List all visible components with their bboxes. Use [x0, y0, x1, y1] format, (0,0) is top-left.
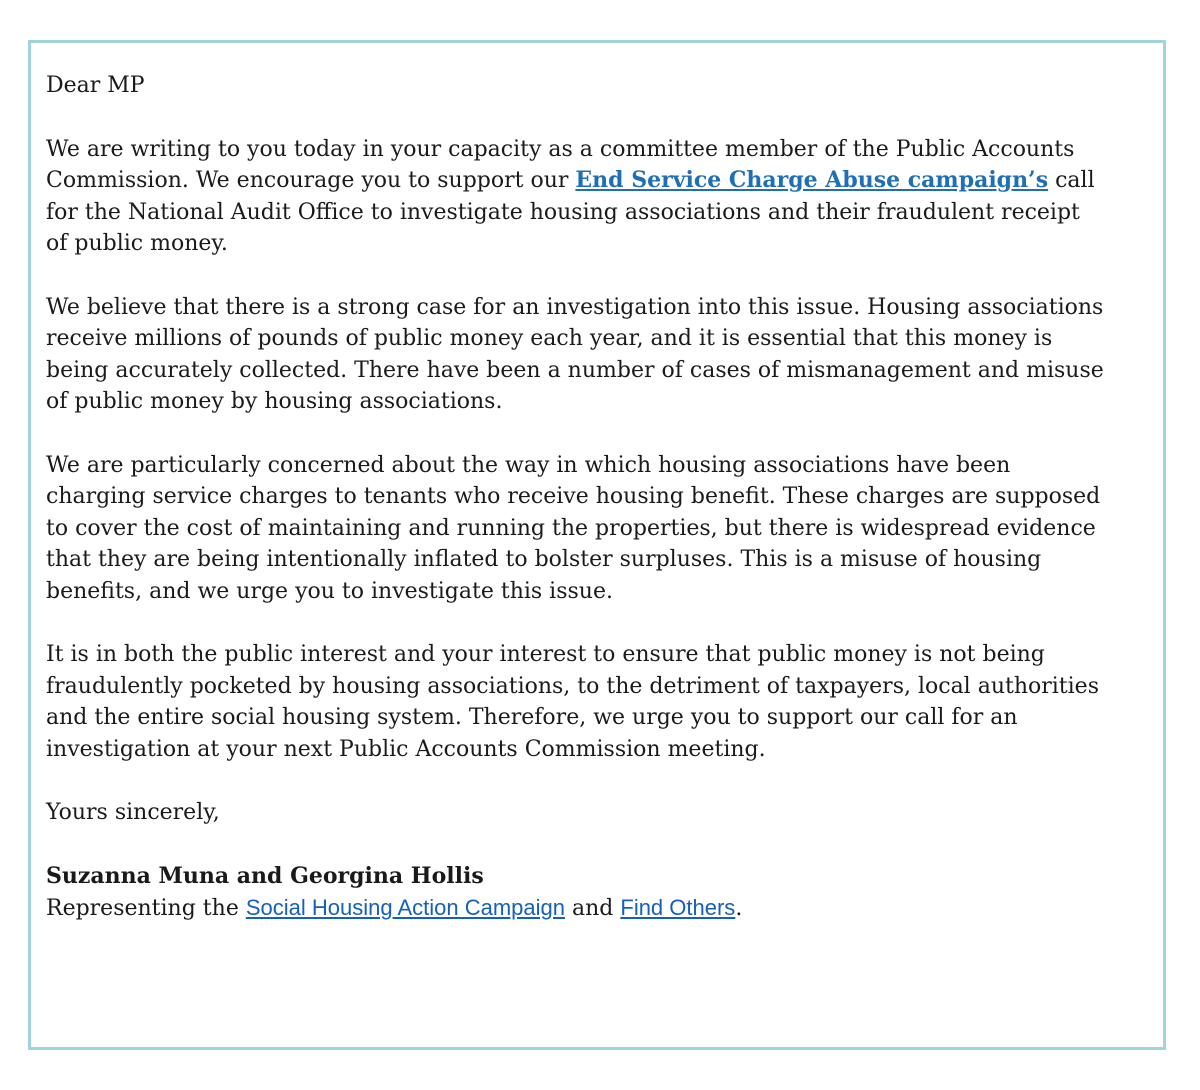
paragraph-interest: It is in both the public interest and your interest to ensure that public money is not being fraudulently pocketed by housing associations, to the detriment of taxpayers, local authorities and the entire social housing system. Therefore, we urge you to support our call for an investigation at your next Public Accounts Commission meeting.: [46, 642, 1099, 762]
paragraph-intro-text-before: We are writing to you today in your capacity as a committee member of the Public Accounts Commission. We encourage you to support our: [46, 136, 1075, 193]
representing-suffix: .: [735, 896, 743, 921]
paragraph-concern: We are particularly concerned about the way in which housing associations have been charging service charges to tenants who receive housing benefit. These charges are supposed to cover the cost of maintaining and running the properties, but there is widespread evidence that they are being intentionally inflated to bolster surpluses. This is a misuse of housing benefits, and we urge you to investigate this issue.: [46, 452, 1101, 604]
signatories: Suzanna Muna and Georgina Hollis: [46, 862, 484, 889]
social-housing-action-campaign-link[interactable]: Social Housing Action Campaign: [245, 895, 566, 920]
representing-line: [46, 892, 1106, 925]
representing-prefix: Representing the: [46, 896, 246, 921]
closing: Yours sincerely,: [46, 800, 220, 825]
find-others-link[interactable]: Find Others: [620, 895, 736, 920]
paragraph-intro: [46, 134, 1106, 260]
signature-block: [46, 861, 1106, 925]
letter-body: [46, 70, 1106, 925]
paragraph-case: We believe that there is a strong case for an investigation into this issue. Housing associations receive millions of pounds of public money each year, and it is essential that this money is being accurately collected. There have been a number of cases of mismanagement and misuse of public money by housing associations.: [46, 294, 1104, 414]
campaign-link[interactable]: End Service Charge Abuse campaign’s: [575, 167, 1049, 193]
paragraph-intro-text-after: call for the National Audit Office to investigate housing associations and their fraudulent receipt of public money.: [46, 168, 1095, 256]
salutation: Dear MP: [46, 73, 145, 98]
representing-middle: and: [565, 896, 621, 921]
